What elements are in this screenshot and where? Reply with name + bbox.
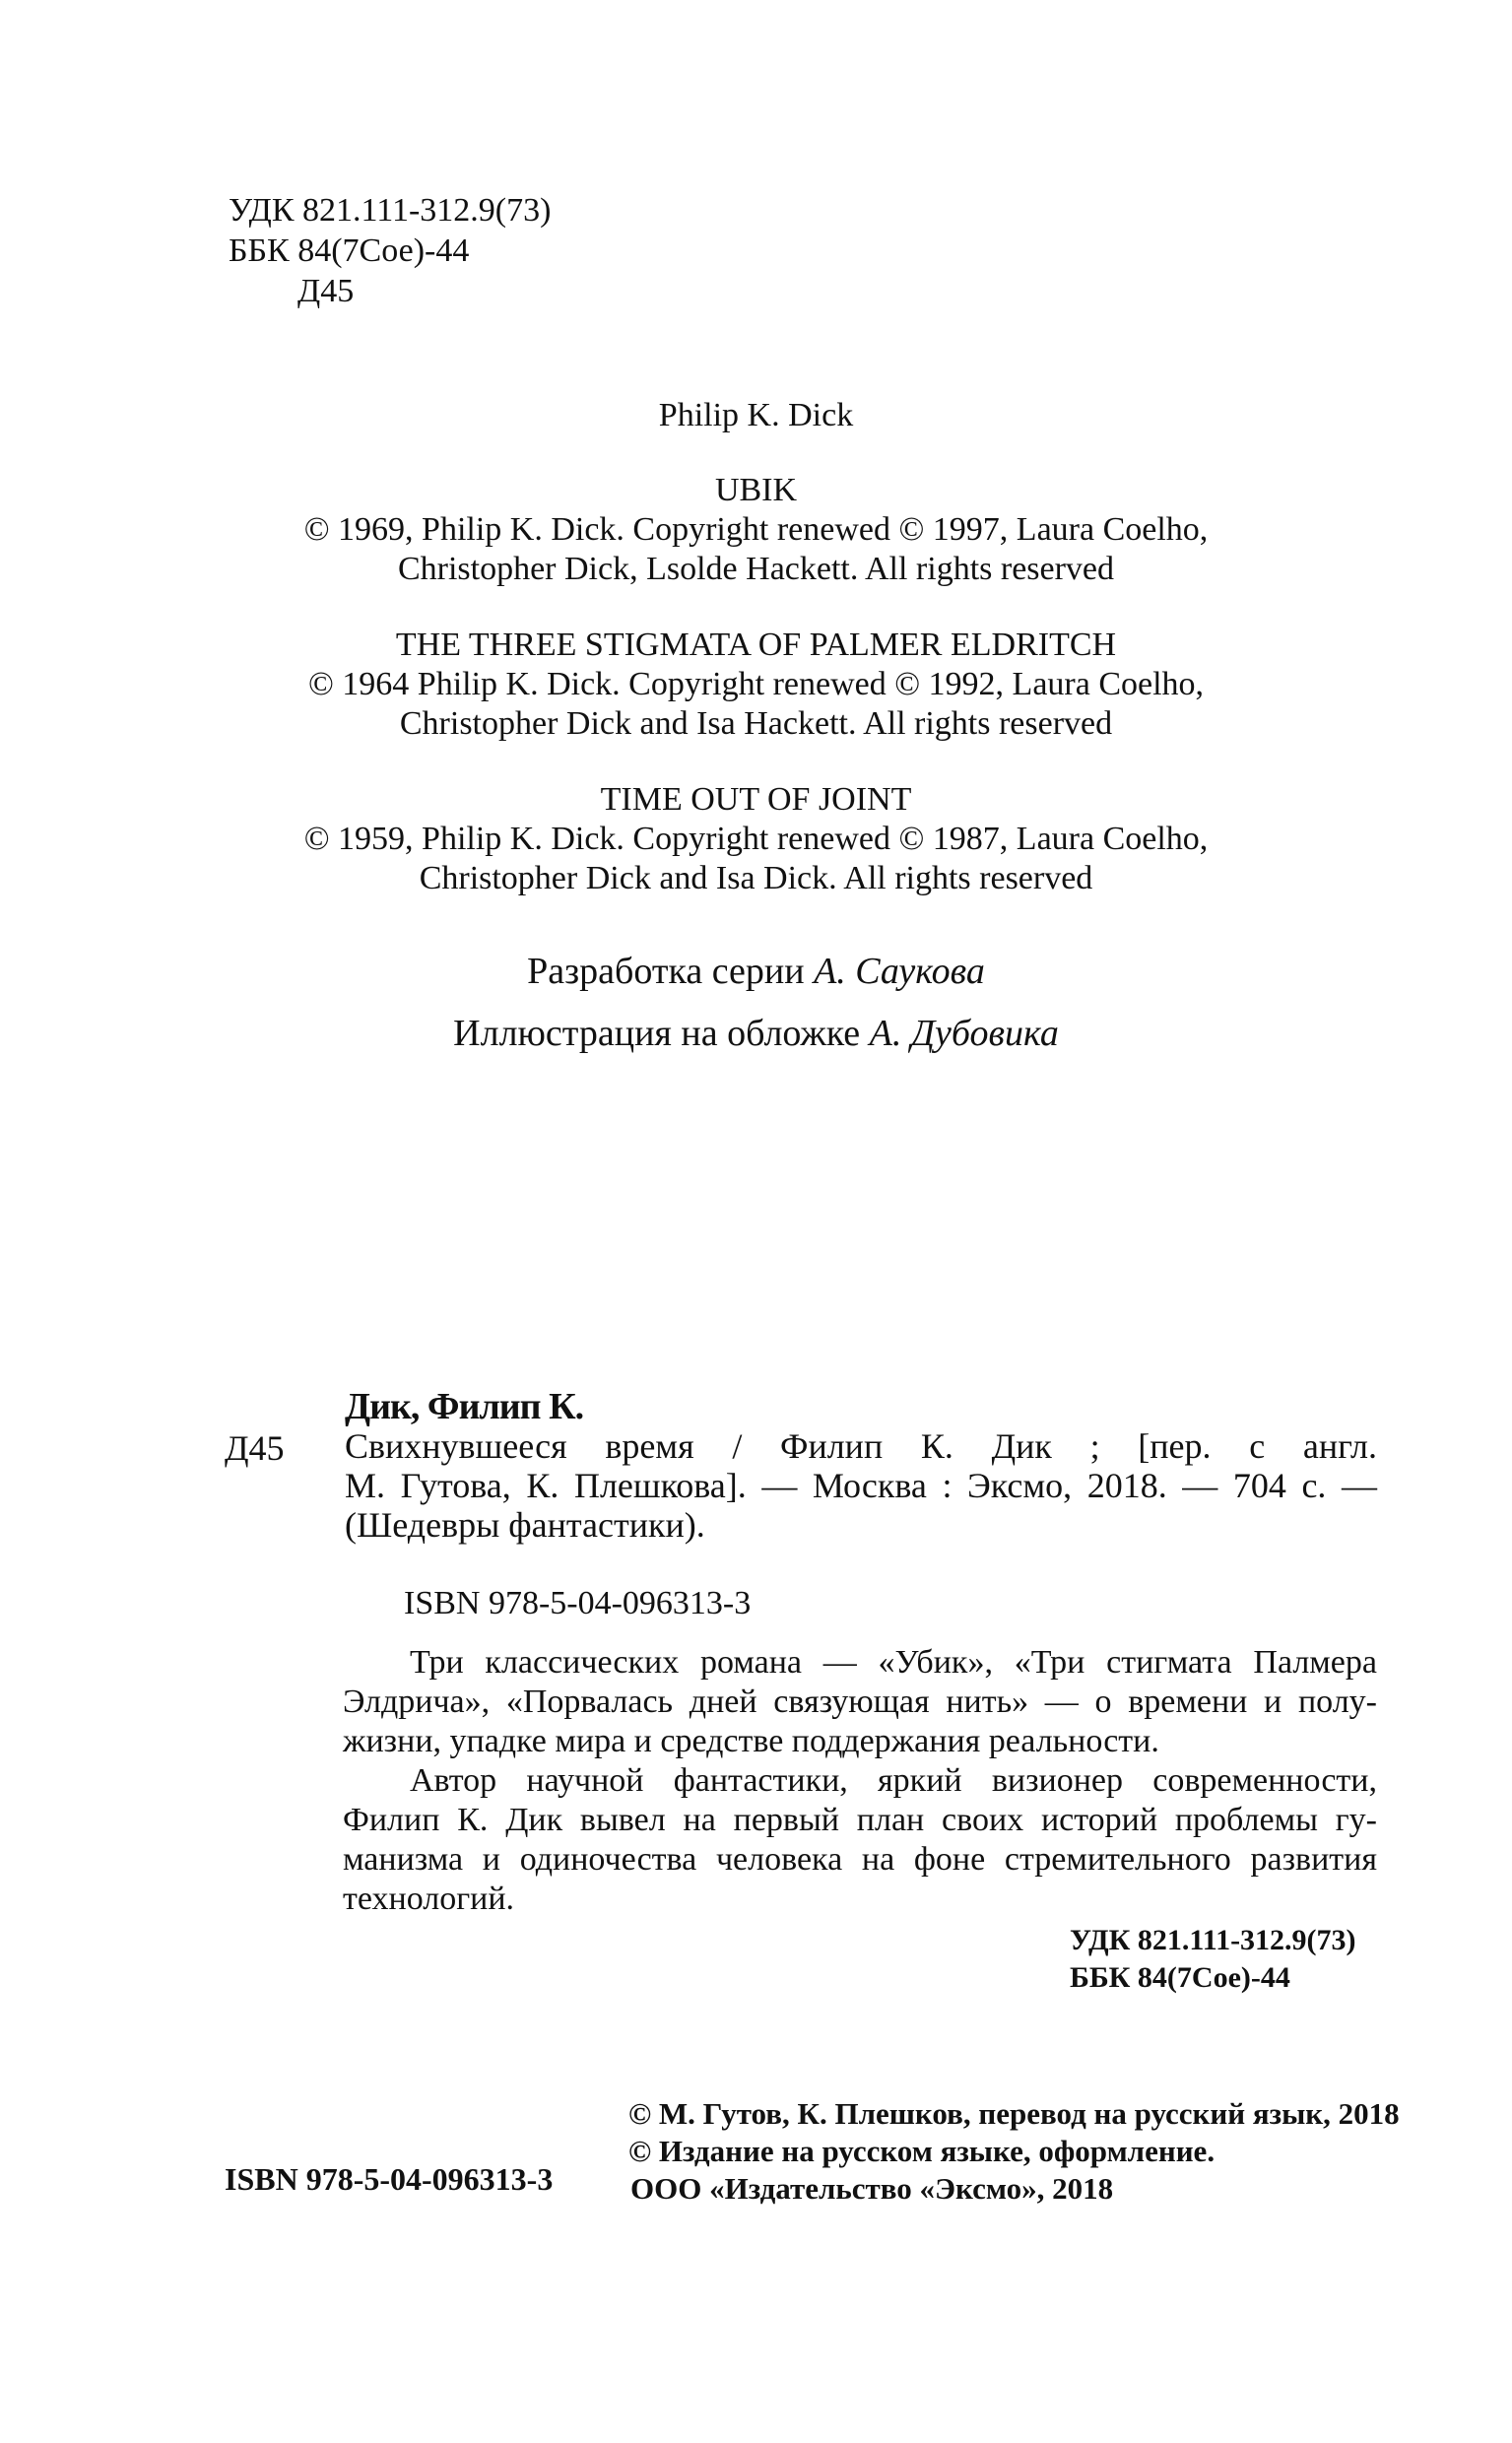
work-ubik [0, 471, 1512, 589]
copyright-line: ООО «Издательство «Эксмо», 2018 [630, 2171, 1114, 2206]
work-copyright-line: Christopher Dick and Isa Hackett. All rights reserved [399, 705, 1113, 742]
work-copyright-line: Christopher Dick and Isa Dick. All rights reserved [419, 860, 1093, 896]
annotation-line: Автор научной фантастики, яркий визионер современности, [410, 1762, 1377, 1799]
work-copyright-line: © 1969, Philip K. Dick. Copyright renewed © 1997, Laura Coelho, [303, 511, 1209, 548]
bbk-code: ББК 84(7Сое)-44 [229, 232, 470, 269]
work-title: TIME OUT OF JOINT [600, 781, 912, 818]
author-mark: Д45 [297, 273, 355, 309]
series-credit-label: Разработка серии [527, 951, 805, 992]
classification-codes-bottom [1070, 1922, 1356, 1997]
cover-credit-name: А. Дубовика [869, 1013, 1059, 1054]
catalog-entry-line: (Шедевры фантастики). [345, 1505, 705, 1545]
catalog-entry-description [345, 1426, 1377, 1545]
catalog-entry-heading: Дик, Филип К. [345, 1386, 584, 1427]
series-credit-name: А. Саукова [814, 951, 985, 992]
catalog-entry-line: М. Гутова, К. Плешкова]. — Москва : Эксмо, 2018. — 704 с. — [345, 1466, 1377, 1505]
work-copyright-line: © 1959, Philip K. Dick. Copyright renewed © 1987, Laura Coelho, [303, 821, 1209, 857]
annotation-line: жизни, упадке мира и средстве поддержания реальности. [343, 1723, 1159, 1759]
series-credit [0, 950, 1512, 993]
work-copyright-line: Christopher Dick, Lsolde Hackett. All rights reserved [397, 551, 1115, 587]
work-time-out-of-joint [0, 780, 1512, 898]
work-title: UBIK [714, 472, 798, 508]
udk-code: УДК 821.111-312.9(73) [1070, 1924, 1356, 1956]
annotation [343, 1643, 1377, 1919]
bbk-code: ББК 84(7Сое)-44 [1070, 1961, 1290, 1994]
work-copyright-line: © 1964 Philip K. Dick. Copyright renewed © 1992, Laura Coelho, [307, 666, 1205, 702]
work-three-stigmata [0, 626, 1512, 744]
annotation-line: Элдрича», «Порвалась дней связующая нить» — о времени и полу- [343, 1684, 1377, 1720]
copyright-line: © М. Гутов, К. Плешков, перевод на русский язык, 2018 [628, 2096, 1400, 2131]
classification-codes-top [229, 190, 551, 311]
original-author: Philip K. Dick [658, 397, 854, 433]
udk-code: УДК 821.111-312.9(73) [229, 192, 552, 229]
work-title: THE THREE STIGMATA OF PALMER ELDRITCH [395, 627, 1117, 663]
catalog-entry-code: Д45 [225, 1428, 285, 1468]
copyright-notice [628, 2095, 1400, 2208]
cover-credit-label: Иллюстрация на обложке [453, 1013, 861, 1054]
copyright-line: © Издание на русском языке, оформление. [628, 2134, 1216, 2168]
annotation-line: Филип К. Дик вывел на первый план своих историй проблемы гу- [343, 1802, 1377, 1838]
cover-credit [0, 1012, 1512, 1055]
annotation-line: Три классических романа — «Убик», «Три стигмата Палмера [410, 1644, 1377, 1681]
annotation-line: технологий. [343, 1881, 515, 1917]
catalog-entry-line: Свихнувшееся время / Филип К. Дик ; [пер. с англ. [345, 1426, 1377, 1466]
annotation-line: манизма и одиночества человека на фоне стремительного развития [343, 1841, 1377, 1878]
catalog-entry-isbn: ISBN 978-5-04-096313-3 [404, 1585, 752, 1621]
isbn-footer: ISBN 978-5-04-096313-3 [225, 2161, 554, 2197]
